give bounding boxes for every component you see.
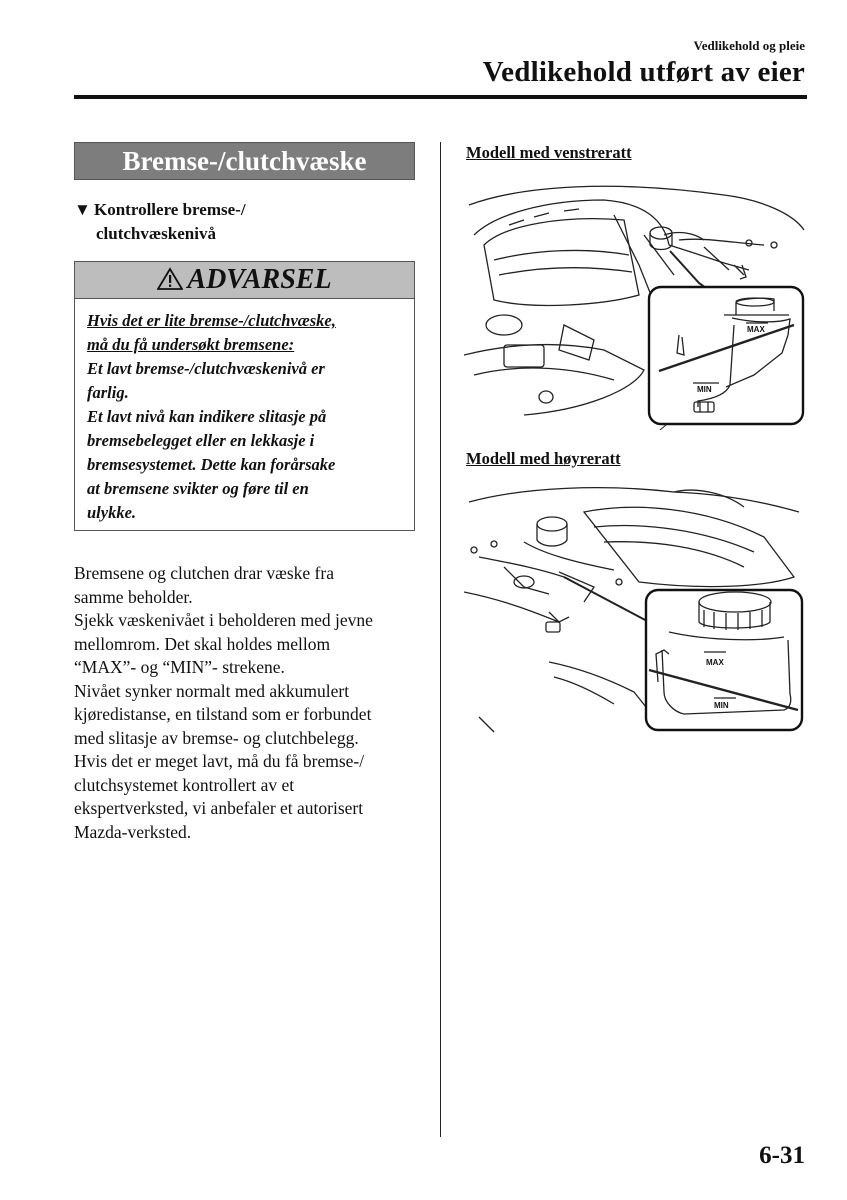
column-divider — [440, 142, 441, 1137]
section-title: Bremse-/clutchvæske — [74, 142, 415, 180]
body-line: Mazda-verksted. — [74, 821, 192, 842]
warning-line: at bremsene svikter og føre til en — [87, 479, 309, 498]
figure-label-left-hand-drive: Modell med venstreratt — [466, 143, 632, 162]
subheading-line-1: Kontrollere bremse-/ — [94, 200, 246, 219]
body-line: clutchsystemet kontrollert av et — [74, 774, 295, 795]
warning-heading: ADVARSEL — [187, 264, 332, 295]
min-mark-label: MIN — [714, 701, 729, 710]
warning-line: Et lavt nivå kan indikere slitasje på — [87, 407, 327, 426]
page-number: 6-31 — [759, 1142, 805, 1169]
body-line: Bremsene og clutchen drar væske fra — [74, 563, 334, 583]
body-line: “MAX”- og “MIN”- strekene. — [74, 657, 285, 677]
min-mark-label: MIN — [697, 385, 712, 394]
max-mark-label: MAX — [747, 325, 765, 334]
body-line: kjøredistanse, en tilstand som er forbundet — [74, 704, 372, 724]
subheading-line-2: clutchvæskenivå — [96, 224, 216, 243]
warning-line: bremsebelegget eller en lekkasje i — [87, 431, 315, 450]
body-line: ekspertverksted, vi anbefaler et autorisert — [74, 798, 364, 818]
body-paragraph — [74, 562, 424, 844]
figure-right-hand-drive — [464, 482, 806, 747]
header-rule — [74, 95, 807, 99]
warning-triangle-icon — [157, 265, 183, 301]
warning-line: bremsesystemet. Dette kan forårsake — [87, 455, 336, 474]
warning-line: Et lavt bremse-/clutchvæskenivå er — [87, 359, 325, 378]
page-title: Vedlikehold utført av eier — [482, 56, 805, 88]
body-line: med slitasje av bremse- og clutchbelegg. — [74, 727, 359, 748]
body-line: samme beholder. — [74, 586, 193, 607]
warning-header — [75, 262, 414, 299]
warning-line: må du få undersøkt bremsene: — [87, 335, 295, 354]
body-line: Nivået synker normalt med akkumulert — [74, 680, 350, 701]
warning-text — [75, 299, 414, 525]
warning-line: ulykke. — [87, 503, 137, 522]
subheading — [74, 198, 414, 246]
body-line: mellomrom. Det skal holdes mellom — [74, 633, 331, 654]
figure-label-right-hand-drive: Modell med høyreratt — [466, 449, 621, 468]
down-triangle-icon: ▼ — [74, 200, 91, 219]
warning-line: farlig. — [87, 383, 129, 402]
body-line: Sjekk væskenivået i beholderen med jevne — [74, 610, 373, 630]
header-section: Vedlikehold og pleie — [693, 38, 805, 53]
warning-box — [74, 261, 415, 531]
warning-line: Hvis det er lite bremse-/clutchvæske, — [87, 311, 336, 330]
max-mark-label: MAX — [706, 658, 724, 667]
body-line: Hvis det er meget lavt, må du få bremse-/ — [74, 751, 365, 771]
figure-left-hand-drive — [464, 175, 806, 435]
